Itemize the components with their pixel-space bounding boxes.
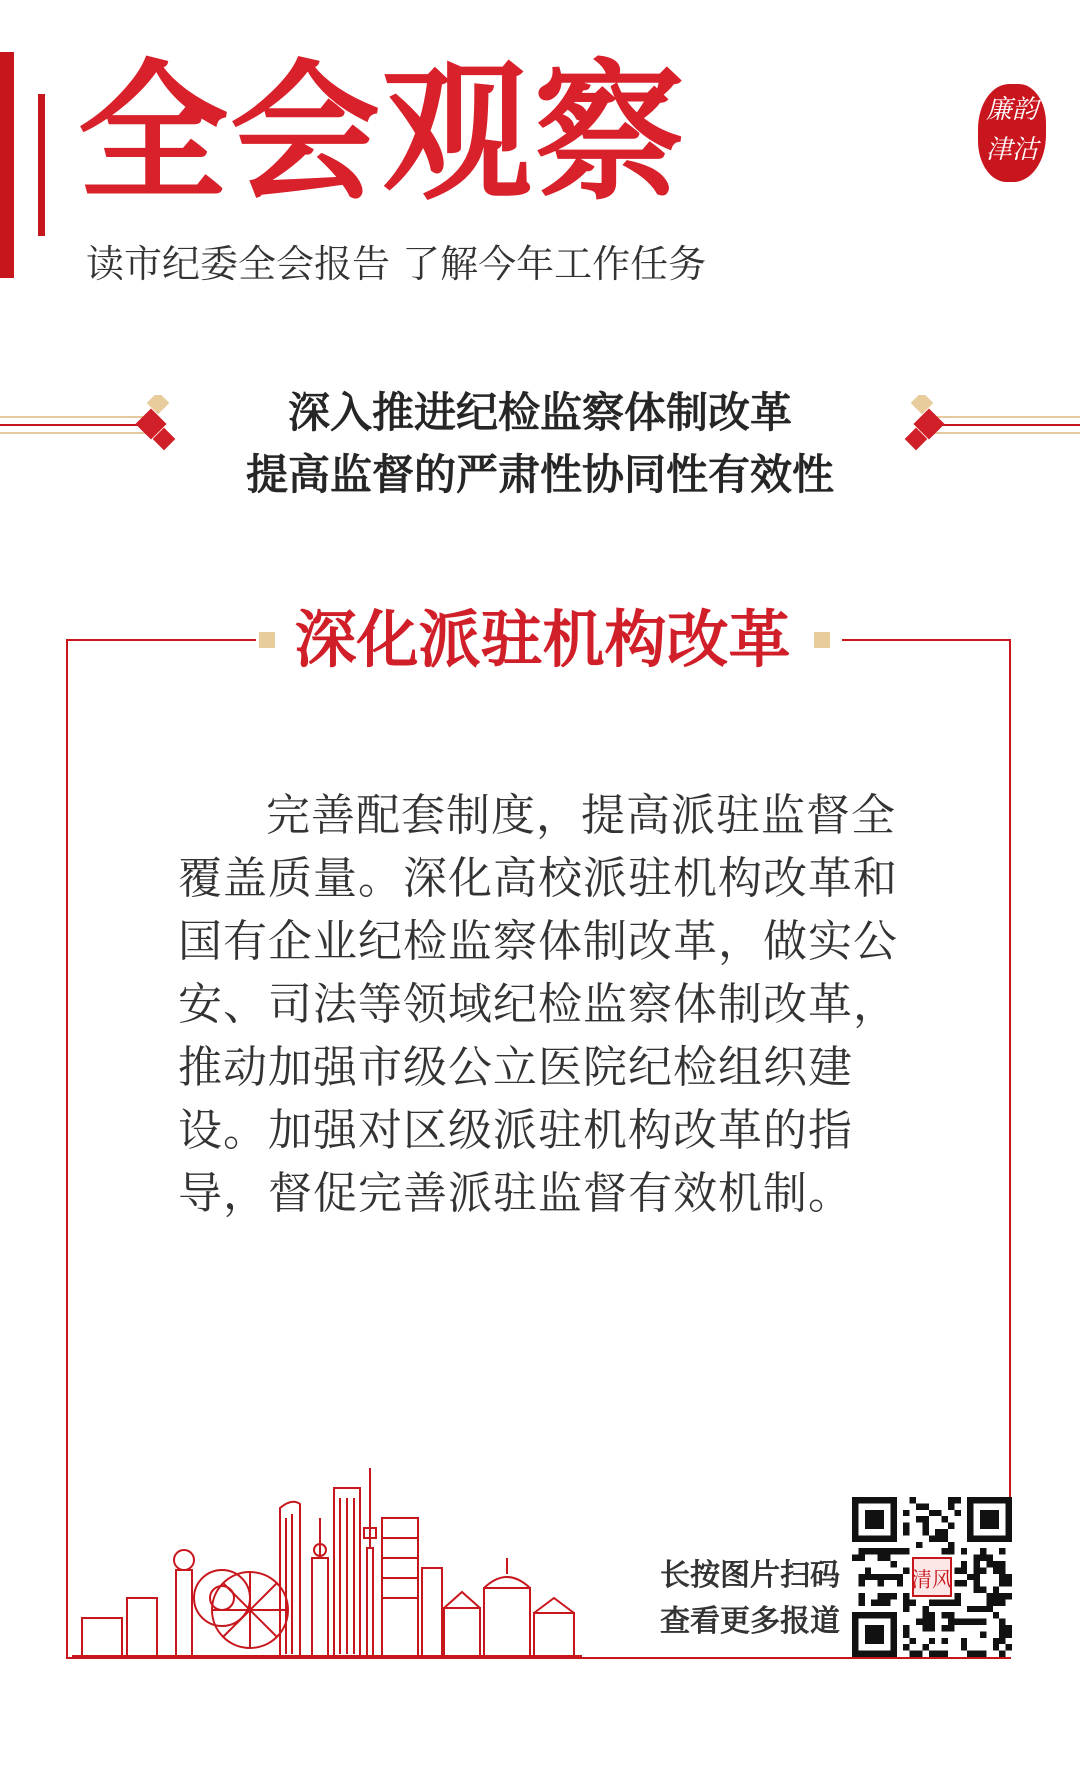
headline [160, 382, 920, 506]
page-title: 全会观察 [78, 45, 687, 221]
qr-caption [620, 1553, 840, 1645]
section-body: 完善配套制度，提高派驻监督全覆盖质量。深化高校派驻机构改革和国有企业纪检监察体制改革，做实公安、司法等领域纪检监察体制改革，推动加强市级公立医院纪检组织建设。加强对区级派驻机构改革的指导，督促完善派驻监督有效机制。 [178, 790, 898, 1219]
frame-ornament-right [814, 632, 830, 648]
section-title: 深化派驻机构改革 [294, 603, 791, 676]
header-accent-bar-thin [38, 94, 45, 236]
qr-code-icon [852, 1497, 1012, 1657]
city-skyline-icon [72, 1468, 582, 1658]
headline-line-2: 提高监督的严肃性协同性有效性 [245, 450, 834, 499]
frame-ornament-left [259, 632, 275, 648]
qr-logo-text: 清风 [911, 1567, 953, 1592]
qr-caption-line-1: 长按图片扫码 [660, 1558, 840, 1593]
qr-caption-line-2: 查看更多报道 [660, 1604, 840, 1639]
headline-line-1: 深入推进纪检监察体制改革 [287, 388, 792, 437]
page-subtitle: 读市纪委全会报告 了解今年工作任务 [86, 242, 707, 286]
frame-top-border-left [66, 639, 256, 641]
frame-top-border-right [842, 639, 1011, 641]
seal-logo [978, 84, 1046, 182]
header-accent-bar [0, 52, 14, 278]
seal-logo-text: 廉韵津沽 [985, 95, 1038, 165]
qr-code[interactable] [852, 1497, 1012, 1657]
